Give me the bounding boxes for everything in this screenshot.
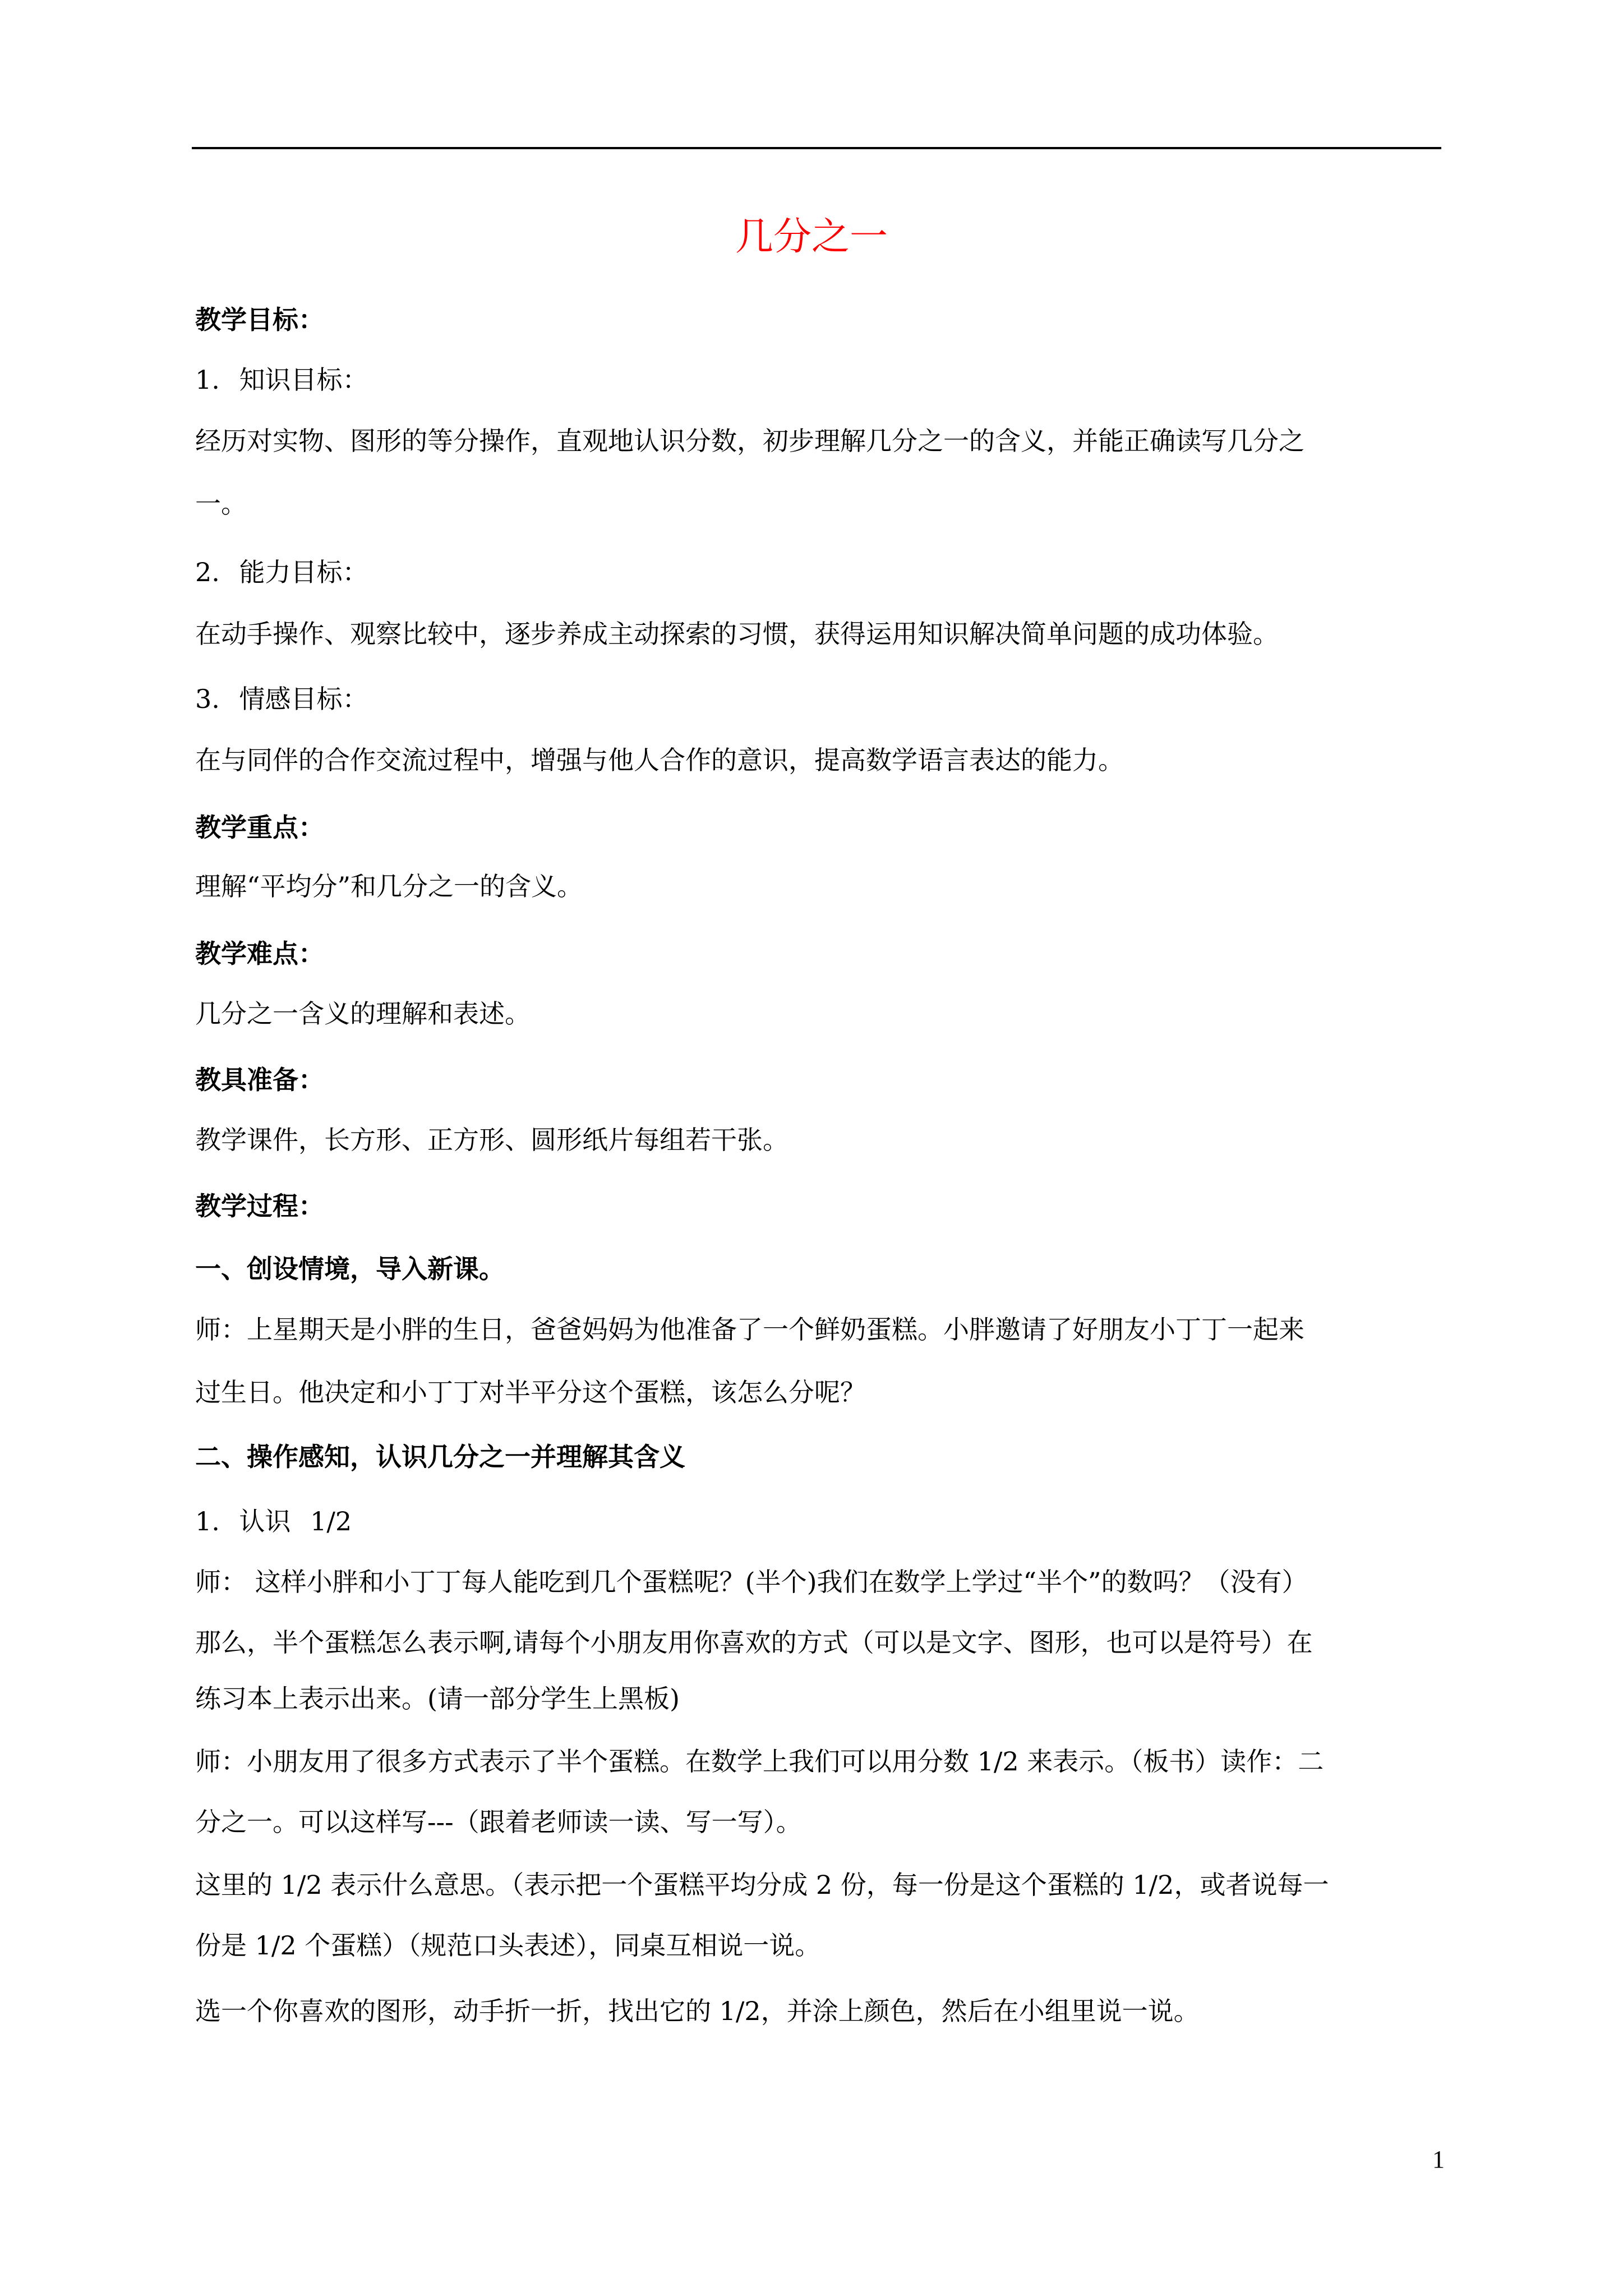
numbered-item-know-one-half: 1. 认识 1/2 [195, 1506, 352, 1536]
paragraph-line: 一。 [195, 489, 247, 519]
heading-teaching-aids: 教具准备： [195, 1065, 324, 1095]
paragraph-line: 几分之一含义的理解和表述。 [195, 999, 531, 1029]
numbered-item-emotion-goal: 3. 情感目标： [195, 684, 368, 714]
heading-section-two: 二、操作感知，认识几分之一并理解其含义 [195, 1442, 685, 1472]
paragraph-line: 练习本上表示出来。(请一部分学生上黑板) [195, 1683, 680, 1714]
header-rule [192, 147, 1441, 149]
paragraph-line: 师：上星期天是小胖的生日，爸爸妈妈为他准备了一个鲜奶蛋糕。小胖邀请了好朋友小丁丁一起来 [195, 1314, 1304, 1345]
paragraph-line: 师：小朋友用了很多方式表示了半个蛋糕。在数学上我们可以用分数 1/2 来表示。（板书）读作：二 [195, 1746, 1324, 1777]
paragraph-line: 过生日。他决定和小丁丁对半平分这个蛋糕，该怎么分呢？ [195, 1377, 866, 1407]
heading-key-points: 教学重点： [195, 812, 324, 843]
paragraph-line: 这里的 1/2 表示什么意思。（表示把一个蛋糕平均分成 2 份，每一份是这个蛋糕的 1/2，或者说每一 [195, 1870, 1329, 1900]
paragraph-line: 那么，半个蛋糕怎么表示啊,请每个小朋友用你喜欢的方式（可以是文字、图形，也可以是符号）在 [195, 1627, 1313, 1658]
paragraph-line: 在与同伴的合作交流过程中，增强与他人合作的意识，提高数学语言表达的能力。 [195, 745, 1124, 775]
paragraph-line: 师： 这样小胖和小丁丁每人能吃到几个蛋糕呢？(半个)我们在数学上学过“半个”的数吗？（没有） [195, 1567, 1308, 1597]
numbered-item-ability-goal: 2. 能力目标： [195, 557, 368, 587]
page-number: 1 [1432, 2146, 1445, 2173]
page-title: 几分之一 [735, 215, 888, 259]
paragraph-line: 在动手操作、观察比较中，逐步养成主动探索的习惯，获得运用知识解决简单问题的成功体验。 [195, 619, 1279, 649]
paragraph-line: 选一个你喜欢的图形，动手折一折，找出它的 1/2，并涂上颜色，然后在小组里说一说。 [195, 1996, 1200, 2026]
paragraph-line: 份是 1/2 个蛋糕）（规范口头表述），同桌互相说一说。 [195, 1930, 821, 1961]
heading-teaching-process: 教学过程： [195, 1191, 324, 1221]
paragraph-line: 分之一。可以这样写---（跟着老师读一读、写一写）。 [195, 1807, 802, 1837]
heading-section-one: 一、创设情境，导入新课。 [195, 1254, 505, 1284]
heading-difficulties: 教学难点： [195, 938, 324, 969]
heading-teaching-goals: 教学目标： [195, 305, 324, 335]
numbered-item-knowledge-goal: 1. 知识目标： [195, 365, 368, 395]
paragraph-line: 经历对实物、图形的等分操作，直观地认识分数，初步理解几分之一的含义，并能正确读写几分之 [195, 426, 1304, 456]
paragraph-line: 教学课件，长方形、正方形、圆形纸片每组若干张。 [195, 1125, 789, 1155]
paragraph-line: 理解“平均分”和几分之一的含义。 [195, 871, 583, 901]
